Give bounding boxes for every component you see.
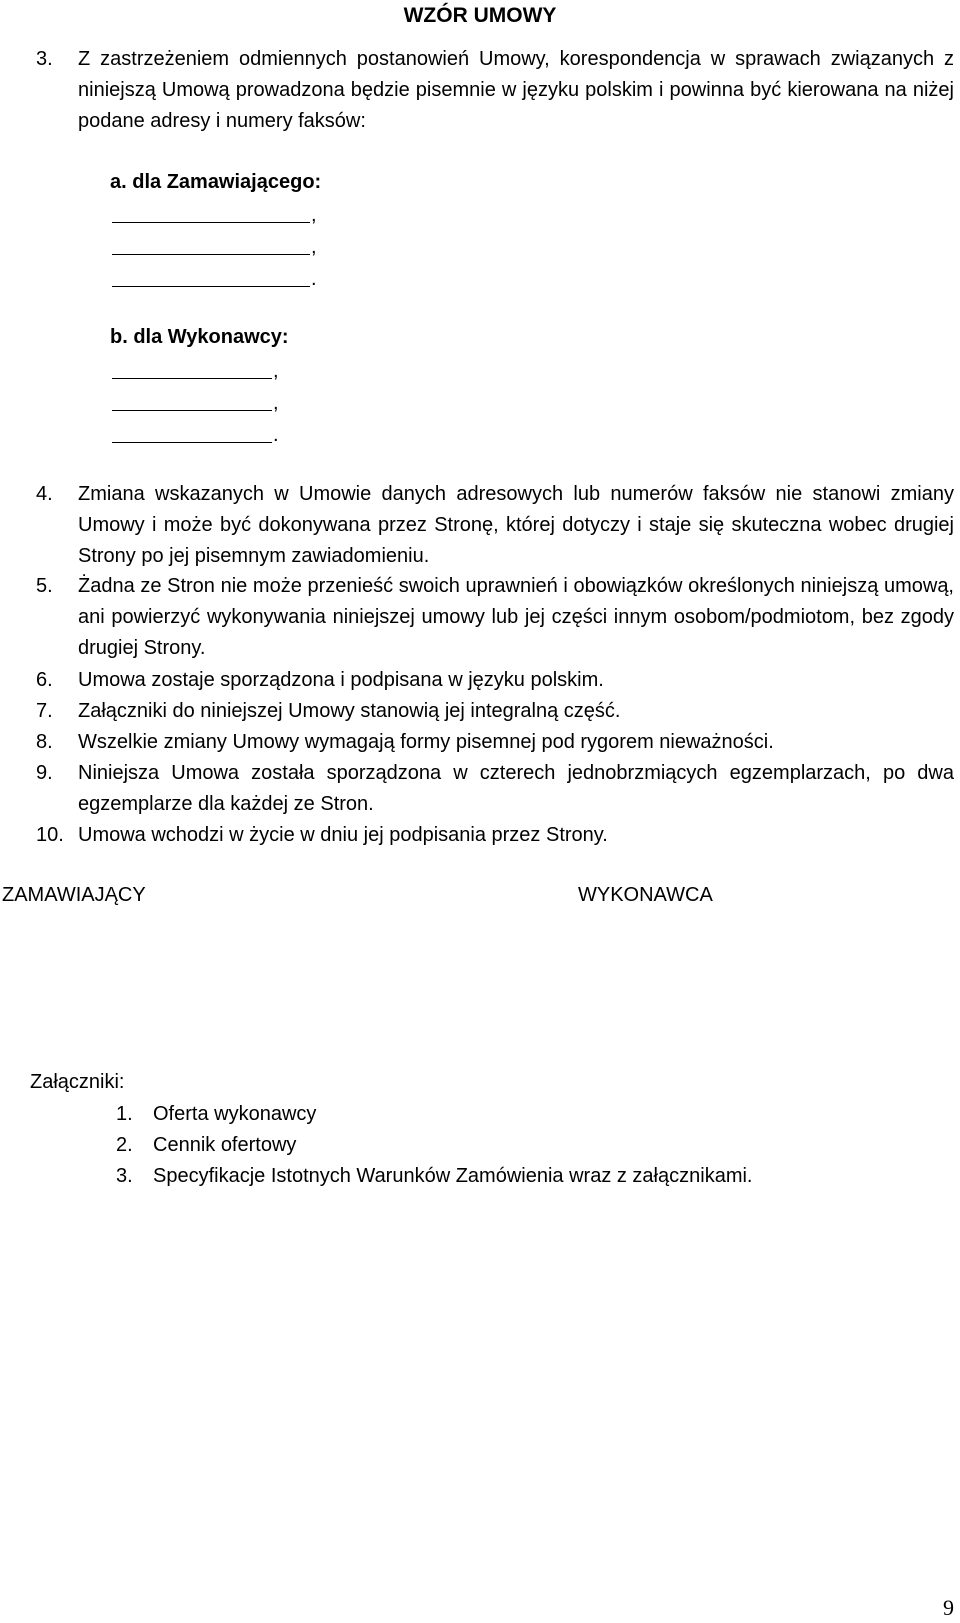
- attachment-3-text: Specyfikacje Istotnych Warunków Zamówienia wraz z załącznikami.: [153, 1165, 753, 1187]
- item-3-number: 3.: [36, 48, 53, 70]
- recipient-b-punct-1: ,: [273, 360, 279, 382]
- attachment-2-number: 2.: [116, 1134, 133, 1156]
- signature-label-ordering-party: ZAMAWIAJĄCY: [2, 884, 146, 906]
- recipient-b-line-3: [112, 442, 272, 443]
- item-3-text: Z zastrzeżeniem odmiennych postanowień Umowy, korespondencja w sprawach związanych z niniejszą Umową prowadzona będzie pisemnie w języku polskim i powinna być kierowana na niżej podane adresy i numery faksów:: [78, 48, 954, 132]
- recipient-b-label: b. dla Wykonawcy:: [110, 326, 289, 348]
- attachment-3-number: 3.: [116, 1165, 133, 1187]
- recipient-b-line-2: [112, 410, 272, 411]
- item-8-number: 8.: [36, 731, 53, 753]
- attachment-1-number: 1.: [116, 1103, 133, 1125]
- item-4-number: 4.: [36, 483, 53, 505]
- item-4-text: Zmiana wskazanych w Umowie danych adresowych lub numerów faksów nie stanowi zmiany Umowy i może być dokonywana przez Stronę, której dotyczy i staje się skuteczna wobec drugiej Strony po jej pisemnym zawiadomieniu.: [78, 483, 954, 567]
- page-number: 9: [943, 1595, 954, 1620]
- recipient-a-line-2: [112, 254, 310, 255]
- recipient-a-punct-2: ,: [311, 236, 317, 258]
- attachments-heading: Załączniki:: [30, 1071, 125, 1093]
- item-9-text: Niniejsza Umowa została sporządzona w czterech jednobrzmiących egzemplarzach, po dwa egzemplarze dla każdej ze Stron.: [78, 762, 954, 815]
- item-9-number: 9.: [36, 762, 53, 784]
- recipient-a-line-3: [112, 286, 310, 287]
- recipient-b-line-1: [112, 378, 272, 379]
- item-7-number: 7.: [36, 700, 53, 722]
- recipient-b-punct-3: .: [273, 424, 279, 446]
- item-6-text: Umowa zostaje sporządzona i podpisana w języku polskim.: [78, 669, 604, 691]
- recipient-a-label: a. dla Zamawiającego:: [110, 171, 322, 193]
- item-5-number: 5.: [36, 575, 53, 597]
- recipient-a-punct-3: .: [311, 268, 317, 290]
- item-10-number: 10.: [36, 824, 64, 846]
- item-6-number: 6.: [36, 669, 53, 691]
- item-7-text: Załączniki do niniejszej Umowy stanowią jej integralną część.: [78, 700, 621, 722]
- recipient-a-line-1: [112, 222, 310, 223]
- attachment-2-text: Cennik ofertowy: [153, 1134, 297, 1156]
- document-title: WZÓR UMOWY: [403, 4, 557, 27]
- recipient-b-punct-2: ,: [273, 392, 279, 414]
- item-8-text: Wszelkie zmiany Umowy wymagają formy pisemnej pod rygorem nieważności.: [78, 731, 774, 753]
- attachment-1-text: Oferta wykonawcy: [153, 1103, 317, 1125]
- signature-label-contractor: WYKONAWCA: [578, 884, 713, 906]
- item-10-text: Umowa wchodzi w życie w dniu jej podpisania przez Strony.: [78, 824, 608, 846]
- item-5-text: Żadna ze Stron nie może przenieść swoich uprawnień i obowiązków określonych niniejszą umową, ani powierzyć wykonywania niniejszej umowy lub jej części innym osobom/podmiotom, bez zgody drugiej Strony.: [78, 575, 954, 659]
- recipient-a-punct-1: ,: [311, 204, 317, 226]
